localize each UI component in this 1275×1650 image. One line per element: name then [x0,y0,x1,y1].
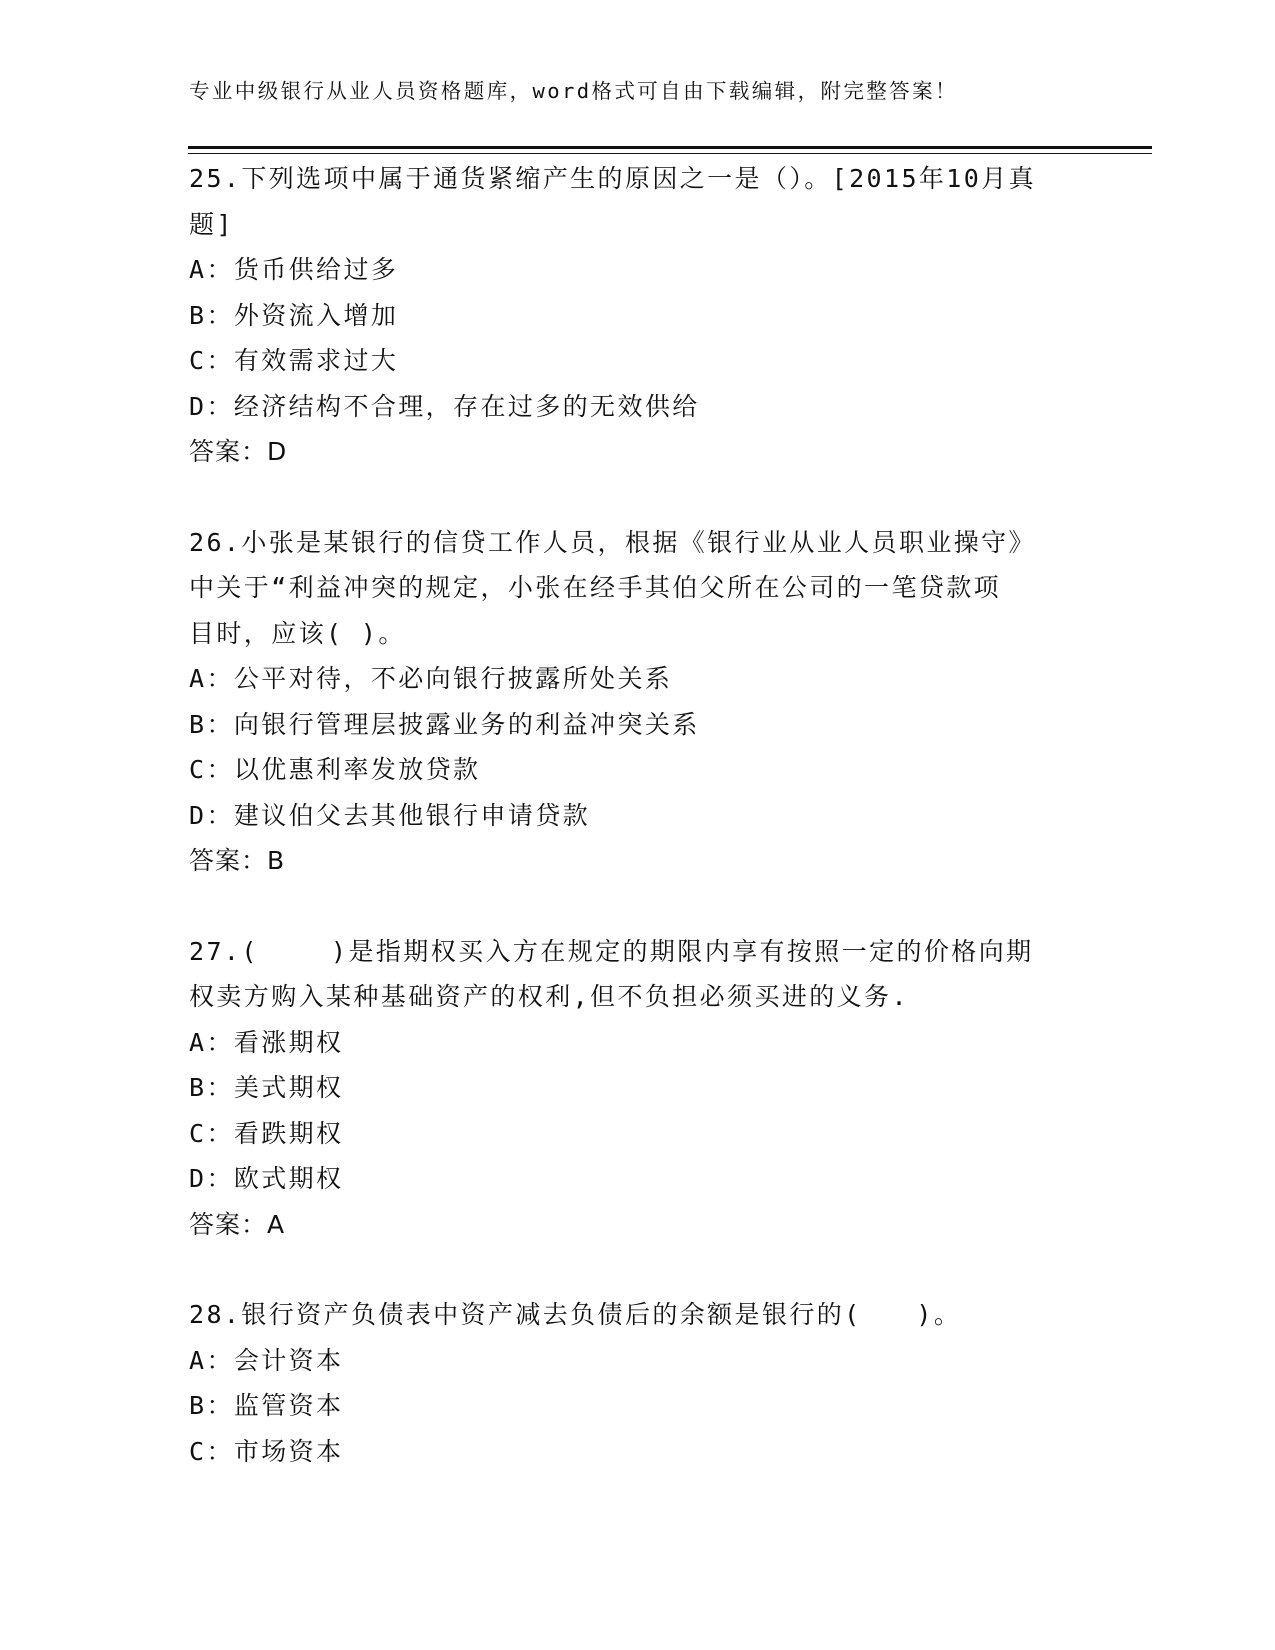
option-b: B：向银行管理层披露业务的利益冲突关系 [189,709,700,739]
question-stem-line: 题] [189,209,234,239]
question-27 [189,929,1089,1248]
question-stem-line: 28.银行资产负债表中资产减去负债后的余额是银行的( )。 [189,1300,962,1329]
option-b: B：美式期权 [189,1073,344,1102]
option-b: B：监管资本 [189,1391,344,1420]
question-25 [189,156,1089,475]
question-stem-line: 中关于“利益冲突的规定，小张在经手其伯父所在公司的一笔贷款项 [189,573,1002,602]
header-rule-thick [188,146,1152,149]
option-d: D：经济结构不合理，存在过多的无效供给 [189,391,700,421]
option-b: B：外资流入增加 [189,300,399,330]
question-list [189,156,1089,1519]
option-a: A：看涨期权 [189,1027,344,1057]
option-c: C：以优惠利率发放贷款 [189,755,481,784]
answer: 答案：A [189,1209,286,1239]
option-c: C：市场资本 [189,1436,344,1466]
page-header: 专业中级银行从业人员资格题库，word格式可自由下载编辑，附完整答案！ [189,79,958,103]
answer: 答案：D [189,437,288,466]
option-d: D：欧式期权 [189,1164,344,1193]
question-stem-line: 目时，应该( )。 [189,618,406,648]
question-stem-line: 26.小张是某银行的信贷工作人员，根据《银行业从业人员职业操守》 [189,527,1036,557]
option-a: A：公平对待，不必向银行披露所处关系 [189,664,673,693]
option-d: D：建议伯父去其他银行申请贷款 [189,800,591,830]
question-26 [189,520,1089,884]
option-c: C：看跌期权 [189,1118,344,1148]
question-stem-line: 权卖方购入某种基础资产的权利,但不负担必须买进的义务. [189,982,909,1011]
question-stem-line: 27.( )是指期权买入方在规定的期限内享有按照一定的价格向期 [189,936,1034,966]
header-rule-thin [188,153,1152,154]
question-stem-line: 25.下列选项中属于通货紧缩产生的原因之一是（）。[2015年10月真 [189,164,1037,193]
option-c: C：有效需求过大 [189,346,399,375]
option-a: A：货币供给过多 [189,255,399,284]
option-a: A：会计资本 [189,1345,344,1375]
answer: 答案：B [189,846,286,875]
question-28 [189,1292,1089,1474]
